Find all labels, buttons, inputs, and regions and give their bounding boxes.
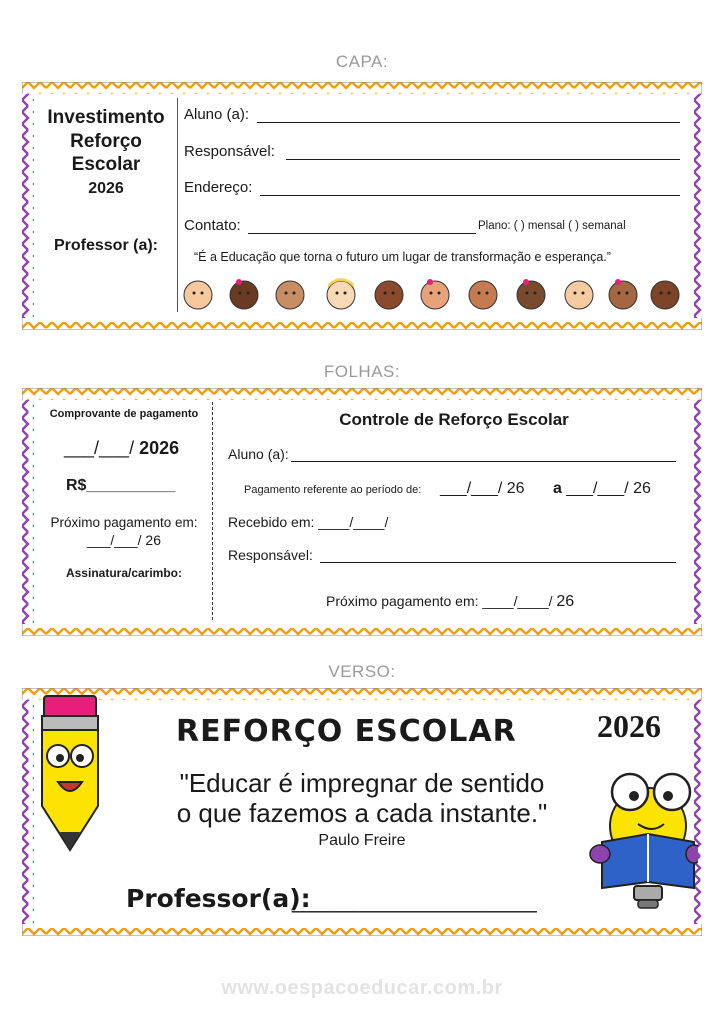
capa-endereco-label: Endereço: — [184, 179, 253, 196]
comprovante-proximo-date[interactable]: ___/___/ 26 — [87, 532, 161, 548]
verso-year: 2026 — [597, 708, 661, 744]
section-label-verso: VERSO: — [328, 662, 396, 681]
verso-card — [22, 688, 702, 936]
comprovante-proximo-label: Próximo pagamento em: — [50, 515, 198, 530]
capa-responsavel-label: Responsável: — [184, 143, 275, 160]
capa-quote: “É a Educação que torna o futuro um lugar de transformação e esperança.” — [194, 250, 611, 264]
capa-contato-label: Contato: — [184, 217, 241, 234]
lightbulb-reading-icon — [588, 762, 698, 914]
capa-year: 2026 — [88, 180, 124, 197]
pencil-character-icon — [34, 694, 112, 854]
capa-professor: Professor (a): — [53, 237, 159, 254]
comprovante-title: Comprovante de pagamento — [49, 408, 199, 420]
controle-pagamento-start[interactable]: ___/___/ 26 — [440, 480, 525, 497]
verso-quote-line2: o que fazemos a cada instante." — [176, 798, 548, 828]
verso-author: Paulo Freire — [318, 832, 406, 849]
controle-proximo[interactable]: Próximo pagamento em: ____/____/ 26 — [326, 593, 575, 610]
capa-title-2: Reforço — [70, 131, 142, 152]
footer-site: www.oespacoeducar.com.br — [221, 977, 503, 999]
controle-aluno-field[interactable] — [291, 461, 676, 462]
controle-pagamento-label: Pagamento referente ao período de: — [244, 484, 422, 496]
controle-responsavel-label: Responsável: — [228, 547, 313, 563]
verso-professor-label: Professor(a): — [126, 884, 311, 913]
verso-title: REFORÇO ESCOLAR — [176, 714, 517, 749]
section-label-folhas: FOLHAS: — [323, 362, 401, 381]
comprovante-date[interactable]: ___/___/ 2026 — [64, 438, 180, 458]
verso-professor-field[interactable]: ____________________ — [292, 888, 537, 913]
capa-title-3: Escolar — [71, 154, 141, 175]
capa-aluno-label: Aluno (a): — [184, 106, 250, 123]
capa-title-1: Investimento — [47, 107, 165, 128]
controle-aluno-label: Aluno (a): — [228, 446, 289, 462]
capa-aluno-field[interactable] — [257, 122, 680, 123]
capa-card — [22, 82, 702, 330]
section-label-capa: CAPA: — [335, 52, 389, 71]
folhas-card — [22, 388, 702, 636]
capa-endereco-field[interactable] — [260, 195, 680, 196]
cut-line — [212, 402, 213, 620]
children-faces-icon — [178, 278, 684, 312]
controle-pagamento-end[interactable]: a ___/___/ 26 — [553, 480, 651, 497]
controle-title: Controle de Reforço Escolar — [339, 410, 569, 429]
folhas-inner — [34, 400, 690, 624]
comprovante-assinatura: Assinatura/carimbo: — [65, 566, 183, 580]
controle-responsavel-field[interactable] — [320, 562, 676, 563]
capa-responsavel-field[interactable] — [286, 159, 680, 160]
controle-recebido[interactable]: Recebido em: ____/____/ — [228, 514, 389, 530]
capa-contato-field[interactable] — [248, 233, 476, 234]
comprovante-valor[interactable]: R$__________ — [66, 477, 176, 494]
verso-quote-line1: "Educar é impregnar de sentido — [179, 768, 545, 798]
capa-plano: Plano: ( ) mensal ( ) semanal — [478, 220, 626, 232]
